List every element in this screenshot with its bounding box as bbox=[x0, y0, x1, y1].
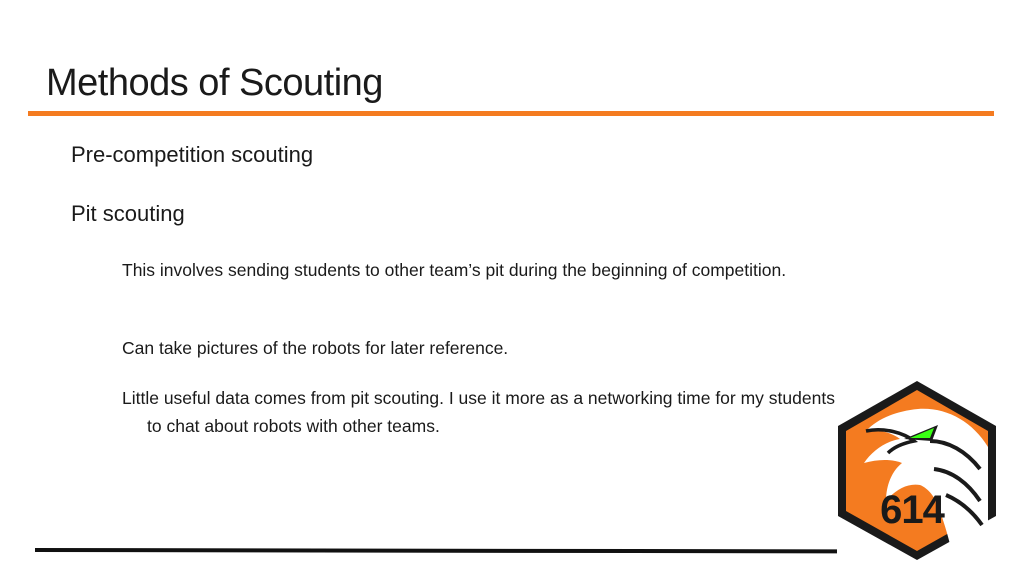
slide-title: Methods of Scouting bbox=[46, 62, 383, 104]
title-underline bbox=[28, 111, 994, 116]
sub-bullet-pictures: Can take pictures of the robots for later reference. bbox=[122, 338, 509, 358]
bottom-rule bbox=[35, 548, 837, 553]
bullet-pit-scouting: Pit scouting bbox=[71, 201, 185, 226]
sub-bullet-involves: This involves sending students to other team’s pit during the beginning of competition. bbox=[122, 260, 787, 280]
bullet-pre-competition: Pre-competition scouting bbox=[71, 142, 314, 167]
sub-bullet-networking: Little useful data comes from pit scouting. I use it more as a networking time for my students to chat about robots with other teams. bbox=[122, 388, 835, 436]
eagle-hexagon-logo-icon bbox=[834, 377, 1000, 563]
logo-number: 614 bbox=[880, 488, 944, 532]
